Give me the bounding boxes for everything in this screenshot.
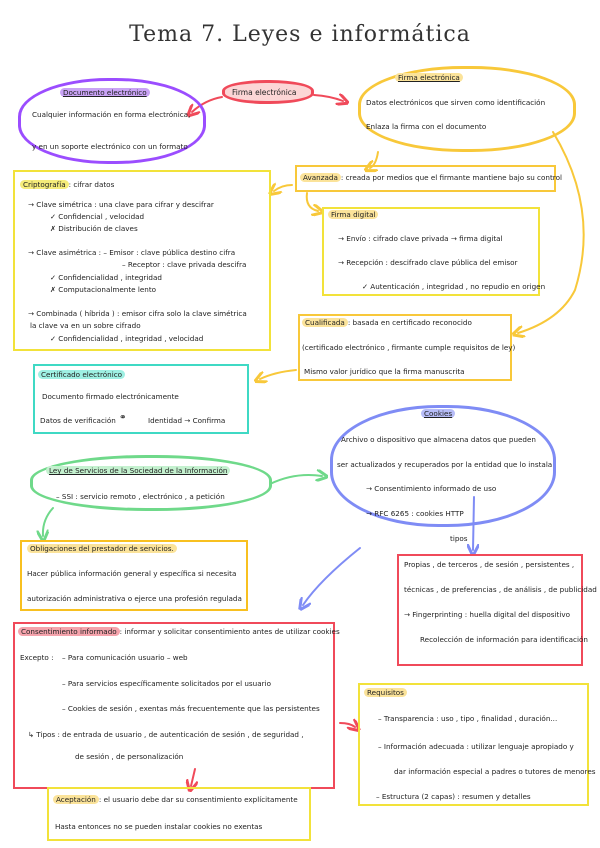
consentimiento-line: ↳ Tipos : de entrada de usuario , de autenticación de sesión , de seguridad , <box>28 730 304 739</box>
cripto-line: ✓ Confidencialidad , integridad , velocidad <box>50 334 204 343</box>
cripto-line: → Clave asimétrica : – Emisor : clave pública destino cifra <box>28 248 236 257</box>
obligaciones-line: autorización administrativa o ejerce una profesión regulada <box>27 594 242 603</box>
arrow-avanzada-to-cripto <box>274 185 292 191</box>
cookies-header: Cookies <box>421 409 455 418</box>
consentimiento-desc: : informar y solicitar consentimiento antes de utilizar cookies <box>119 627 340 636</box>
center-topic-label: Firma electrónica <box>232 88 297 97</box>
consentimiento-title <box>18 627 340 636</box>
digital-header: Firma digital <box>328 210 378 219</box>
certificado-identidad: Identidad → Confirma <box>148 416 226 425</box>
documento-line: Cualquier información en forma electrónica, <box>32 110 191 119</box>
obligaciones-line: Hacer pública información general y específica si necesita <box>27 569 237 578</box>
firma-line: Datos electrónicos que sirven como identificación <box>366 98 546 107</box>
documento-header: Documento electrónico <box>60 88 150 97</box>
tipos-label: tipos <box>450 534 468 543</box>
arrow-consentimiento-to-requisitos <box>340 723 355 727</box>
requisitos-header: Requisitos <box>364 688 407 697</box>
cripto-line: → Combinada ( híbrida ) : emisor cifra solo la clave simétrica <box>28 309 247 318</box>
requisitos-line: dar información especial a padres o tutores de menores <box>394 767 596 776</box>
avanzada-header: Avanzada <box>300 173 341 182</box>
requisitos-line: – Información adecuada : utilizar lenguaje apropiado y <box>378 742 574 751</box>
cripto-line: → Clave simétrica : una clave para cifrar y descifrar <box>28 200 214 209</box>
cookies-line: → Consentimiento informado de uso <box>366 484 497 493</box>
consentimiento-excepto: Excepto : <box>20 653 54 662</box>
consentimiento-header: Consentimiento informado <box>18 627 120 636</box>
cripto-header: Criptografía <box>20 180 69 189</box>
arrow-cookies-to-consentimiento <box>303 548 360 605</box>
cripto-line: ✗ Computacionalmente lento <box>50 285 157 294</box>
firma-header: Firma electrónica <box>395 73 463 82</box>
ley-line: – SSI : servicio remoto , electrónico , a petición <box>56 492 225 501</box>
arrow-ley-to-obligaciones <box>43 508 53 536</box>
certificado-header: Certificado electrónico <box>38 370 125 379</box>
cripto-line: ✗ Distribución de claves <box>50 224 138 233</box>
cookies-line: ser actualizados y recuperados por la entidad que lo instala <box>337 460 553 469</box>
cookies-line: Archivo o dispositivo que almacena datos que pueden <box>341 435 536 444</box>
avanzada-text <box>300 173 562 182</box>
cripto-line: ✓ Confidencial , velocidad <box>50 212 145 221</box>
ley-header: Ley de Servicios de la Sociedad de la Información <box>46 466 230 475</box>
digital-line: → Recepción : descifrado clave pública del emisor <box>338 258 518 267</box>
cripto-title <box>20 180 114 189</box>
digital-line: → Envío : cifrado clave privada → firma digital <box>338 234 503 243</box>
requisitos-line: – Estructura (2 capas) : resumen y detalles <box>376 792 531 801</box>
consentimiento-line: de sesión , de personalización <box>75 752 184 761</box>
aceptacion-line: Hasta entonces no se pueden instalar cookies no exentas <box>55 822 263 831</box>
cualificada-line: Mismo valor jurídico que la firma manuscrita <box>304 367 465 376</box>
avanzada-desc: : creada por medios que el firmante mantiene bajo su control <box>340 173 562 182</box>
page-title: Tema 7. Leyes e informática <box>129 22 471 47</box>
cualificada-desc: : basada en certificado reconocido <box>347 318 472 327</box>
requisitos-line: – Transparencia : uso , tipo , finalidad , duración... <box>378 714 558 723</box>
firma-cloud <box>358 66 576 152</box>
cripto-line: ✓ Confidencialidad , integridad <box>50 273 162 282</box>
arrow-avanzada-to-digital <box>307 193 318 211</box>
firma-line: Enlaza la firma con el documento <box>366 122 487 131</box>
cripto-line: – Receptor : clave privada descifra <box>122 260 247 269</box>
consentimiento-line: – Cookies de sesión , exentas más frecuentemente que las persistentes <box>62 704 320 713</box>
ley-cloud <box>30 455 272 511</box>
tipos-line: → Fingerprinting : huella digital del dispositivo <box>404 610 570 619</box>
tipos-line: técnicas , de preferencias , de análisis , de publicidad <box>404 585 597 594</box>
certificado-line: Documento firmado electrónicamente <box>42 392 179 401</box>
aceptacion-desc: : el usuario debe dar su consentimiento explícitamente <box>98 795 298 804</box>
arrow-ley-to-cookies <box>270 475 322 484</box>
cripto-line: la clave va en un sobre cifrado <box>30 321 141 330</box>
arrow-center-to-firma <box>314 95 343 101</box>
consentimiento-line: – Para servicios específicamente solicitados por el usuario <box>62 679 271 688</box>
link-icon: ⚭ <box>119 413 127 423</box>
tipos-line: Propias , de terceros , de sesión , persistentes , <box>404 560 575 569</box>
cualificada-line: (certificado electrónico , firmante cumple requisitos de ley) <box>302 343 516 352</box>
digital-line: ✓ Autenticación , integridad , no repudio en origen <box>362 282 546 291</box>
cualificada-header: Cualificada <box>302 318 348 327</box>
consentimiento-line: – Para comunicación usuario – web <box>62 653 188 662</box>
aceptacion-title <box>53 795 298 804</box>
documento-line: y en un soporte electrónico con un formato <box>32 142 188 151</box>
aceptacion-header: Aceptación <box>53 795 99 804</box>
obligaciones-header: Obligaciones del prestador de servicios. <box>27 544 177 553</box>
tipos-line: Recolección de información para identificación <box>420 635 588 644</box>
arrow-cualificada-to-certificado <box>260 370 296 379</box>
cualificada-title <box>302 318 472 327</box>
certificado-verif: Datos de verificación <box>40 416 116 425</box>
cookies-line: → RFC 6265 : cookies HTTP <box>366 509 464 518</box>
cripto-desc: : cifrar datos <box>68 180 115 189</box>
